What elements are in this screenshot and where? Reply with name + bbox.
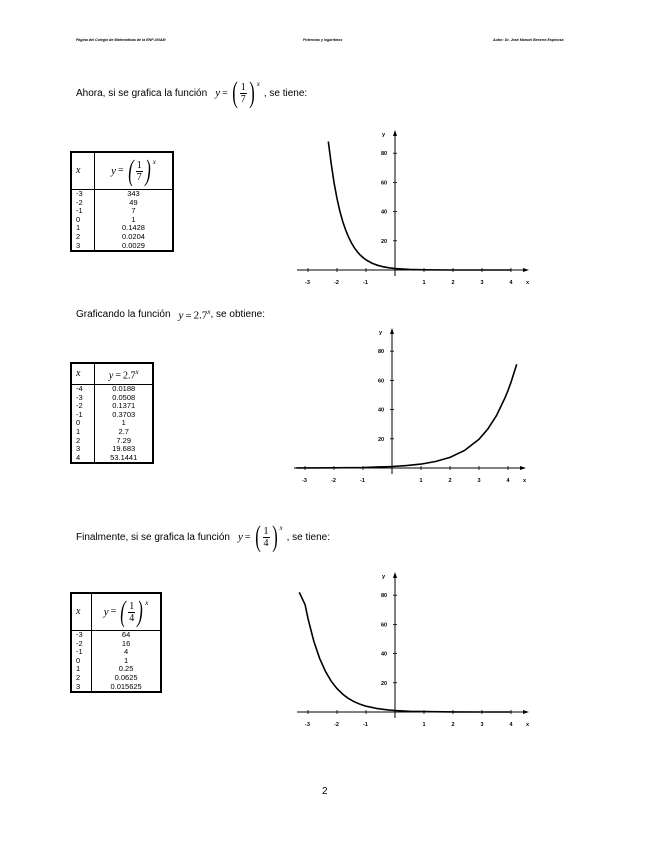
table-cell-x: 2 (71, 437, 95, 446)
x-tick-label: 1 (419, 478, 423, 484)
x-tick-label: -2 (331, 478, 336, 484)
x-tick-label: -3 (305, 280, 310, 286)
x-axis-arrow (520, 466, 526, 470)
table-header-x: x (71, 593, 92, 631)
table-row (71, 242, 173, 252)
table-cell-x: 0 (71, 216, 94, 225)
table-cell-y: 0.25 (118, 664, 134, 674)
header-right: Autor: Dr. José Manuel Becerra Espinosa (493, 38, 564, 42)
y-tick-label: 20 (378, 436, 385, 443)
y-tick-label: 80 (381, 151, 388, 158)
x-tick-label: 2 (448, 478, 452, 484)
section2-tail: , se obtiene: (210, 309, 265, 321)
x-tick-label: 1 (422, 280, 426, 286)
y-tick-label: 20 (381, 238, 388, 245)
table-cell-x: -1 (71, 648, 92, 657)
table-cell-y: 0.0625 (114, 672, 138, 682)
function-curve (296, 364, 516, 468)
section3-paragraph (76, 522, 330, 552)
table-cell-x: -1 (71, 207, 94, 216)
table-cell-y: 4 (124, 647, 129, 657)
y-axis-label: y (379, 330, 383, 336)
formula-num: 1 (240, 81, 246, 93)
section2-intro: Graficando la función (76, 309, 171, 321)
values-table-1 (70, 151, 174, 252)
x-tick-label: -3 (302, 478, 307, 484)
x-tick-label: -1 (360, 478, 365, 484)
section3-formula: y = ( 1 4 ) x (237, 520, 283, 553)
table-cell-y: 1 (131, 214, 136, 224)
values-table-3 (70, 592, 162, 693)
table-cell-y: 0.015625 (110, 681, 142, 691)
header-left: Página del Colegio de Matemáticas de la ENP-UNAM (76, 38, 166, 42)
section2-paragraph (76, 308, 265, 322)
table-cell-x: 0 (71, 419, 95, 428)
chart-1 (295, 124, 535, 288)
section3-intro: Finalmente, si se grafica la función (76, 531, 230, 543)
table-row (71, 454, 153, 464)
x-tick-label: -1 (363, 722, 368, 728)
table-cell-x: -3 (71, 190, 94, 199)
x-tick-label: 3 (480, 722, 484, 728)
table-cell-y: 53.1441 (110, 452, 138, 462)
values-table-2 (70, 362, 154, 464)
table-cell-y: 1 (121, 418, 126, 428)
y-tick-label: 40 (381, 209, 388, 216)
table-cell-x: -4 (71, 385, 95, 394)
table-cell-x: 3 (71, 445, 95, 454)
table-cell-y: 0.1428 (122, 223, 145, 233)
x-axis-arrow (523, 710, 529, 714)
section1-formula: y = ( $\frac{1}{7}$ ) x (215, 76, 260, 109)
x-tick-label: 4 (506, 478, 510, 484)
table-cell-y: 0.1371 (112, 401, 136, 411)
section1-paragraph (76, 78, 307, 108)
table-cell-y: 7.29 (116, 435, 132, 445)
table-row (71, 428, 153, 437)
table-cell-x: 2 (71, 674, 92, 683)
table-cell-x: 3 (71, 242, 94, 252)
x-axis-label: x (523, 478, 527, 484)
y-axis-arrow (390, 328, 394, 334)
table-cell-x: -2 (71, 199, 94, 208)
table-cell-y: 0.0204 (122, 231, 145, 241)
table-cell-y: 0.3703 (112, 409, 136, 419)
table-header-y: $y = 2.7^x$ (95, 363, 153, 385)
x-axis-label: x (526, 722, 530, 728)
table-cell-y: 0.0508 (112, 392, 136, 402)
table-row (71, 190, 173, 199)
table-cell-y: 0.0029 (122, 240, 145, 250)
x-tick-label: -2 (334, 280, 339, 286)
y-axis-arrow (393, 572, 397, 578)
y-tick-label: 60 (378, 378, 385, 385)
y-tick-label: 80 (378, 349, 385, 356)
table-cell-x: -3 (71, 631, 92, 640)
formula-den: 7 (240, 93, 246, 105)
y-tick-label: 20 (381, 680, 388, 687)
table-cell-x: 3 (71, 683, 92, 693)
table-header-y: y = ( 1 7 ) x (94, 152, 173, 190)
table-row (71, 683, 161, 693)
y-tick-label: 40 (381, 651, 388, 658)
table-cell-y: 19.683 (112, 444, 136, 454)
section2-formula: $y = 2.7^x$ (178, 308, 211, 322)
table-cell-y: 7 (131, 206, 136, 216)
table-cell-y: 16 (121, 638, 131, 648)
x-tick-label: 3 (477, 478, 481, 484)
table-row (71, 207, 173, 216)
table-cell-y: 343 (127, 189, 140, 198)
chart-3 (295, 566, 535, 730)
table-row (71, 631, 161, 640)
page-number: 2 (322, 786, 328, 797)
x-tick-label: -3 (305, 722, 310, 728)
table-row (71, 419, 153, 428)
table-header-y: y = ( 1 4 ) x (92, 593, 161, 631)
table-row (71, 411, 153, 420)
table-cell-x: 1 (71, 428, 95, 437)
function-curve (328, 142, 511, 271)
function-curve (299, 592, 511, 712)
table-cell-x: 1 (71, 665, 92, 674)
y-axis-label: y (382, 574, 386, 580)
table-cell-x: -3 (71, 394, 95, 403)
x-axis-label: x (526, 280, 530, 286)
table-row (71, 657, 161, 666)
x-tick-label: 4 (509, 280, 513, 286)
table-cell-x: 4 (71, 454, 95, 464)
table-row (71, 640, 161, 649)
x-tick-label: 1 (422, 722, 426, 728)
y-tick-label: 40 (378, 407, 385, 414)
section3-tail: , se tiene: (286, 531, 330, 543)
x-tick-label: -2 (334, 722, 339, 728)
table-cell-x: -2 (71, 402, 95, 411)
y-tick-label: 60 (381, 622, 388, 629)
section1-intro: Ahora, si se grafica la función (76, 87, 208, 99)
table-row (71, 648, 161, 657)
y-tick-label: 60 (381, 180, 388, 187)
table-cell-x: 1 (71, 224, 94, 233)
x-tick-label: 2 (451, 280, 455, 286)
table-cell-x: 2 (71, 233, 94, 242)
formula-lhs: y (215, 87, 221, 99)
table-cell-x: -1 (71, 411, 95, 420)
table-cell-y: 64 (121, 630, 131, 639)
x-tick-label: 3 (480, 280, 484, 286)
table-header-x: x (71, 363, 95, 385)
y-tick-label: 80 (381, 593, 388, 600)
table-cell-x: 0 (71, 657, 92, 666)
table-cell-y: 49 (129, 197, 138, 207)
y-axis-label: y (382, 132, 386, 138)
x-tick-label: 4 (509, 722, 513, 728)
x-tick-label: -1 (363, 280, 368, 286)
x-axis-arrow (523, 268, 529, 272)
table-cell-x: -2 (71, 640, 92, 649)
x-tick-label: 2 (451, 722, 455, 728)
table-cell-y: 1 (124, 655, 129, 665)
section1-tail: , se tiene: (263, 87, 308, 99)
table-cell-y: 0.0188 (112, 384, 136, 393)
table-header-x: x (71, 152, 94, 190)
table-row (71, 199, 173, 208)
table-cell-y: 2.7 (118, 426, 129, 436)
chart-2 (292, 322, 532, 486)
formula-exp: x (256, 80, 260, 88)
header-center: Potencias y logaritmos (303, 38, 343, 42)
y-axis-arrow (393, 130, 397, 136)
